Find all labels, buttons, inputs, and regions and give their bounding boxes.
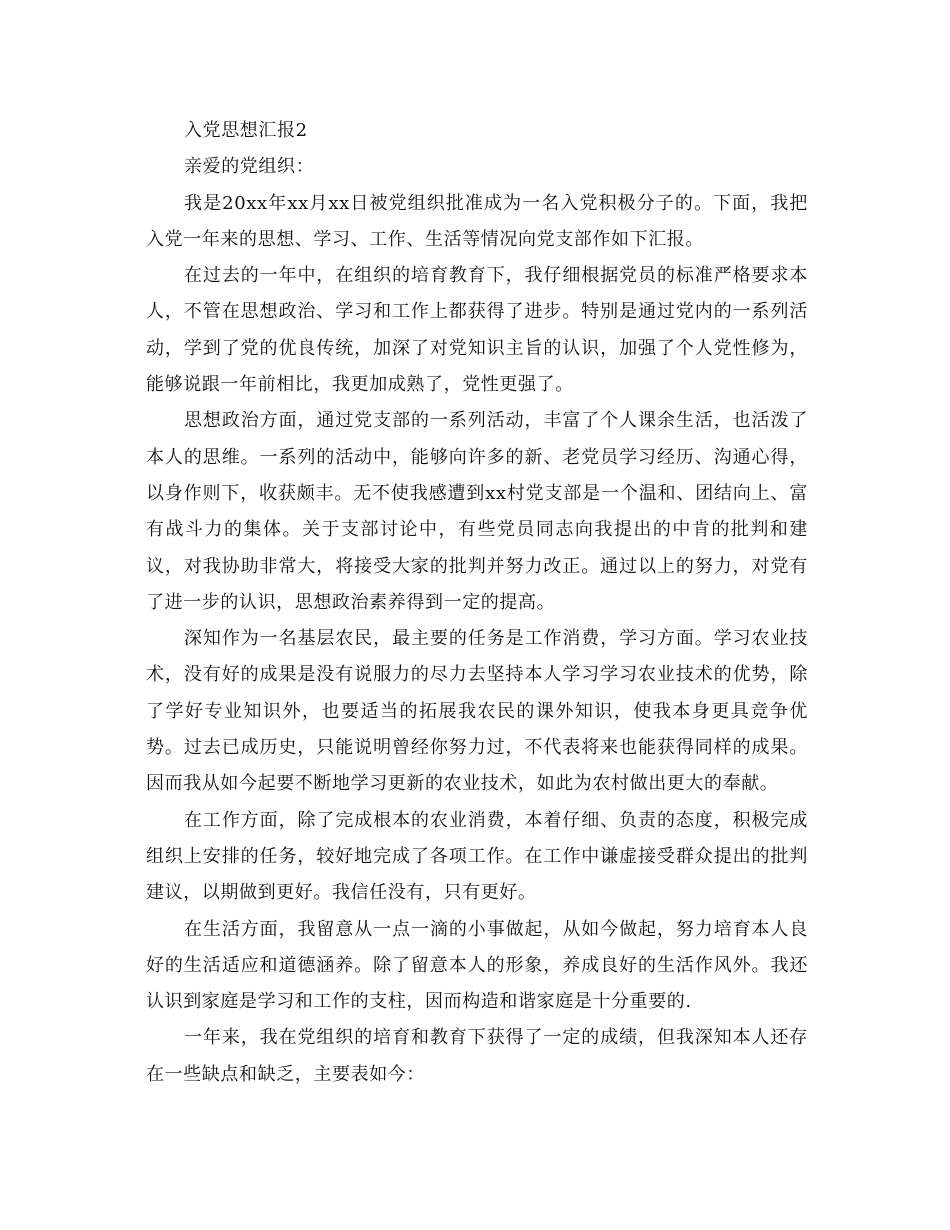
paragraph-shortcomings: 一年来，我在党组织的培育和教育下获得了一定的成绩，但我深知本人还存在一些缺点和缺乏，主要表如今：: [146, 1027, 808, 1085]
document-title: 入党思想汇报2: [184, 120, 308, 141]
paragraph-political-thought: 思想政治方面，通过党支部的一系列活动，丰富了个人课余生活，也活泼了本人的思维。一系列的活动中，能够向许多的新、老党员学习经历、沟通心得，以身作则下，收获颇丰。无不使我感遭到xx村党支部是一个温和、团结向上、富有战斗力的集体。关于支部讨论中，有些党员同志向我提出的中肯的批判和建议，对我协助非常大，将接受大家的批判并努力改正。通过以上的努力，对党有了进一步的认识，思想政治素养得到一定的提高。: [146, 410, 808, 613]
paragraph-work: 在工作方面，除了完成根本的农业消费，本着仔细、负责的态度，积极完成组织上安排的任务，较好地完成了各项工作。在工作中谦虚接受群众提出的批判建议，以期做到更好。我信任没有，只有更好。: [146, 809, 808, 904]
paragraph-intro: 我是20xx年xx月xx日被党组织批准成为一名入党积极分子的。下面，我把入党一年来的思想、学习、工作、生活等情况向党支部作如下汇报。: [146, 192, 808, 250]
paragraph-study: 深知作为一名基层农民，最主要的任务是工作消费，学习方面。学习农业技术，没有好的成果是没有说服力的尽力去坚持本人学习学习农业技术的优势，除了学好专业知识外，也要适当的拓展我农民的课外知识，使我本身更具竞争优势。过去已成历史，只能说明曾经你努力过，不代表将来也能获得同样的成果。因而我从如今起要不断地学习更新的农业技术，如此为农村做出更大的奉献。: [146, 628, 808, 795]
salutation: 亲爱的党组织：: [184, 156, 315, 178]
paragraph-past-year: 在过去的一年中，在组织的培育教育下，我仔细根据党员的标准严格要求本人，不管在思想政治、学习和工作上都获得了进步。特别是通过党内的一系列活动，学到了党的优良传统，加深了对党知识主旨的认识，加强了个人党性修为，能够说跟一年前相比，我更加成熟了，党性更强了。: [146, 265, 808, 396]
document-body: [146, 113, 808, 1093]
paragraph-life: 在生活方面，我留意从一点一滴的小事做起，从如今做起，努力培育本人良好的生活适应和道德涵养。除了留意本人的形象，养成良好的生活作风外。我还认识到家庭是学习和工作的支柱，因而构造和谐家庭是十分重要的.: [146, 918, 808, 1013]
